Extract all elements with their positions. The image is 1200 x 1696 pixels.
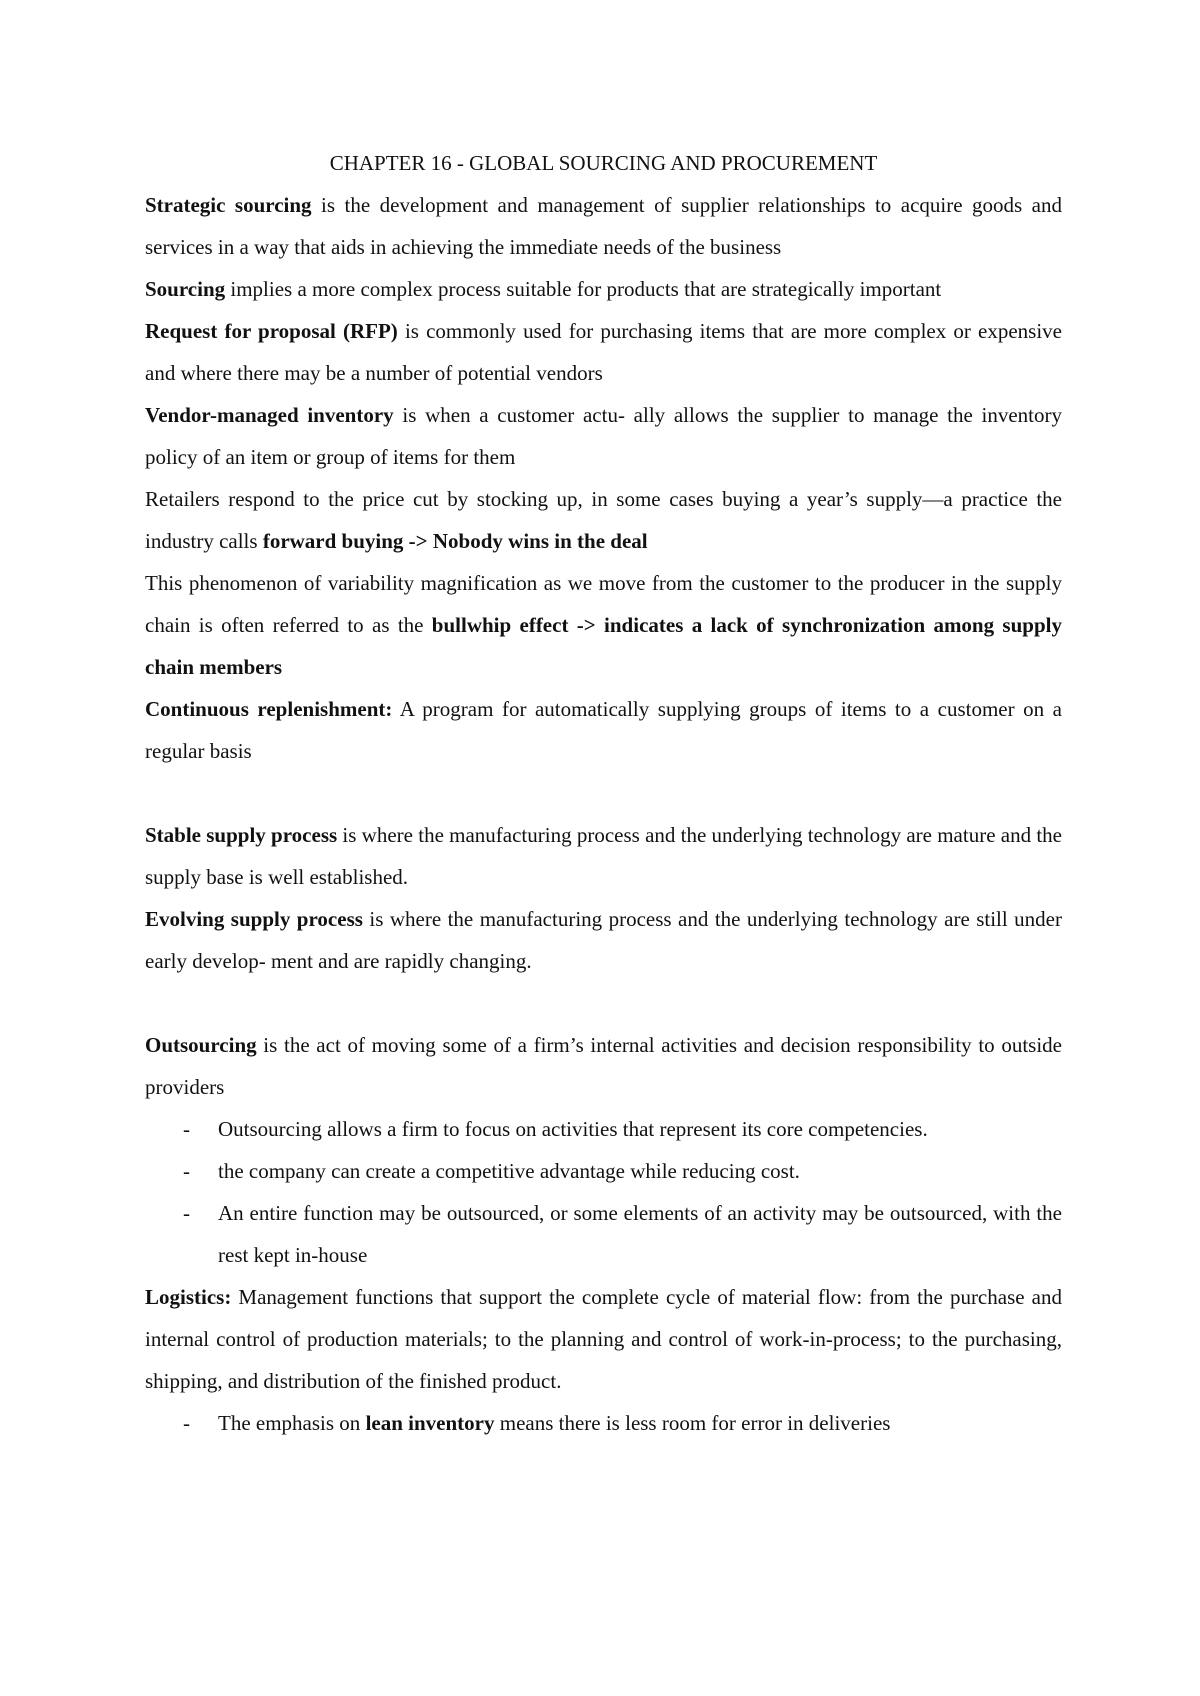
term-sourcing: Sourcing: [145, 277, 226, 301]
bullet-dash: -: [183, 1201, 190, 1225]
paragraph-vendor-managed-inventory: [145, 394, 1062, 478]
paragraph-bullwhip-effect: [145, 562, 1062, 688]
paragraph-outsourcing: [145, 1024, 1062, 1108]
bullet-dash: -: [183, 1159, 190, 1183]
definition-continuous-replenishment: A program for automatically supplying groups of items to a customer on a regular basis: [145, 697, 1062, 763]
paragraph-strategic-sourcing: [145, 184, 1062, 268]
bullwhip-text: This phenomenon of variability magnification as we move from the customer to the producer in the supply chain is often referred to as the: [145, 571, 1062, 637]
paragraph-continuous-replenishment: [145, 688, 1062, 772]
document-body: [145, 142, 1062, 1444]
term-continuous-replenishment: Continuous replenishment:: [145, 697, 393, 721]
definition-vendor-managed-inventory: is when a customer actu- ally allows the supplier to manage the inventory policy of an item or group of items for them: [145, 403, 1062, 469]
term-logistics: Logistics:: [145, 1285, 232, 1309]
definition-rfp: is commonly used for purchasing items that are more complex or expensive and where there may be a number of potential vendors: [145, 319, 1062, 385]
bullet-text: Outsourcing allows a firm to focus on activities that represent its core competencies.: [218, 1117, 928, 1141]
outsourcing-bullet-1: [145, 1108, 1062, 1150]
bullet-dash: -: [183, 1411, 190, 1435]
term-rfp: Request for proposal (RFP): [145, 319, 398, 343]
term-strategic-sourcing: Strategic sourcing: [145, 193, 312, 217]
bullet-text: the company can create a competitive advantage while reducing cost.: [218, 1159, 800, 1183]
term-vendor-managed-inventory: Vendor-managed inventory: [145, 403, 394, 427]
bullet-text-before: The emphasis on: [218, 1411, 366, 1435]
paragraph-rfp: [145, 310, 1062, 394]
definition-stable-supply: is where the manufacturing process and the underlying technology are mature and the supply base is well established.: [145, 823, 1062, 889]
forward-buying-emphasis: forward buying -> Nobody wins in the deal: [262, 529, 648, 553]
paragraph-sourcing: [145, 268, 1062, 310]
forward-buying-text: Retailers respond to the price cut by stocking up, in some cases buying a year’s supply—a practice the industry calls: [145, 487, 1062, 553]
page-title: CHAPTER 16 - GLOBAL SOURCING AND PROCUREMENT: [329, 151, 878, 175]
blank-line: [145, 982, 1062, 1024]
definition-strategic-sourcing: is the development and management of supplier relationships to acquire goods and services in a way that aids in achieving the immediate needs of the business: [145, 193, 1062, 259]
bullet-dash: -: [183, 1117, 190, 1141]
definition-logistics: Management functions that support the complete cycle of material flow: from the purchase and internal control of production materials; to the planning and control of work-in-process; to the purchasing, shipping, and distribution of the finished product.: [145, 1285, 1062, 1393]
paragraph-forward-buying: [145, 478, 1062, 562]
outsourcing-bullet-2: [145, 1150, 1062, 1192]
term-evolving-supply: Evolving supply process: [145, 907, 363, 931]
bullet-text-after: means there is less room for error in deliveries: [494, 1411, 891, 1435]
term-stable-supply: Stable supply process: [145, 823, 338, 847]
definition-outsourcing: is the act of moving some of a firm’s internal activities and decision responsibility to outside providers: [145, 1033, 1062, 1099]
term-lean-inventory: lean inventory: [365, 1411, 495, 1435]
outsourcing-bullet-3: [145, 1192, 1062, 1276]
definition-sourcing: implies a more complex process suitable for products that are strategically important: [225, 277, 942, 301]
paragraph-evolving-supply: [145, 898, 1062, 982]
paragraph-logistics: [145, 1276, 1062, 1402]
logistics-bullet-1: [145, 1402, 1062, 1444]
paragraph-stable-supply: [145, 814, 1062, 898]
term-outsourcing: Outsourcing: [145, 1033, 257, 1057]
blank-line: [145, 772, 1062, 814]
bullwhip-emphasis: bullwhip effect -> indicates a lack of synchronization among supply chain members: [145, 613, 1062, 679]
bullet-text: An entire function may be outsourced, or some elements of an activity may be outsourced, with the rest kept in-house: [218, 1201, 1062, 1267]
definition-evolving-supply: is where the manufacturing process and the underlying technology are still under early develop- ment and are rapidly changing.: [145, 907, 1062, 973]
